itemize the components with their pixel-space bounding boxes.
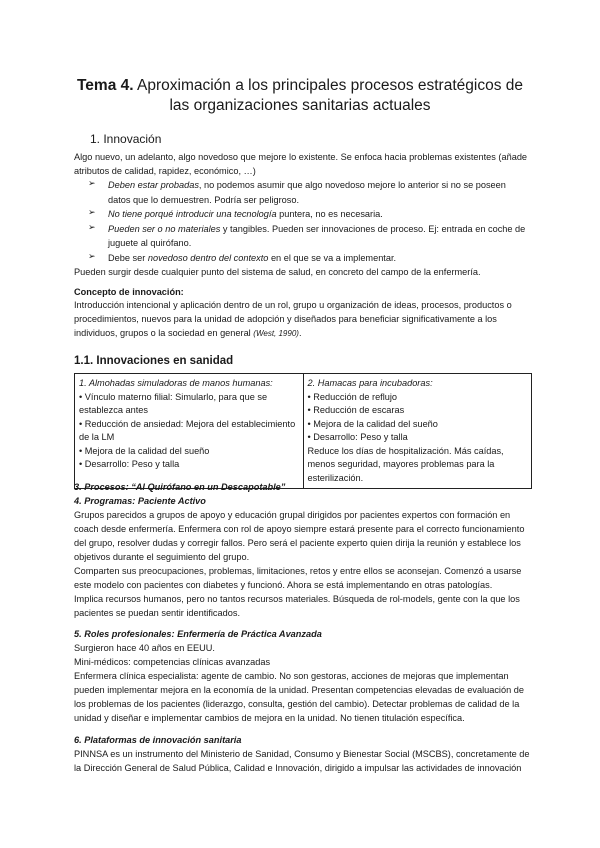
cell-item: Reduce los días de hospitalización. Más caídas, menos seguridad, mayores problemas para la esterilización.	[307, 445, 504, 483]
paragraph-line: Grupos parecidos a grupos de apoyo y educación grupal dirigidos por pacientes expertos con formación en	[74, 510, 511, 520]
concept-heading: Concepto de innovación:	[74, 287, 184, 297]
table-cell-left	[75, 374, 304, 489]
cell-item: • Desarrollo: Peso y talla	[307, 432, 408, 442]
cell-title: 2. Hamacas para incubadoras:	[307, 378, 433, 388]
paragraph-line: los problemas de los pacientes (liderazgo, consulta, gestión del cambio). Detectar problemas de calidad de la	[74, 699, 520, 709]
programs-heading: 4. Programas: Paciente Activo	[74, 496, 206, 506]
list-item: ➢ Debe ser novedoso dentro del contexto en el que se va a implementar.	[88, 250, 397, 263]
section-heading-innovaciones-sanidad: 1.1. Innovaciones en sanidad	[74, 355, 234, 367]
section-heading-innovacion: 1. Innovación	[90, 132, 162, 146]
list-item: ➢ Pueden ser o no materiales y tangibles. Pueden ser innovaciones de proceso. Ej: entrada en coche de juguete al quirófano.	[88, 221, 526, 248]
cell-item: • Desarrollo: Peso y talla	[79, 459, 180, 469]
arrow-bullet-icon: ➢	[88, 250, 96, 261]
arrow-bullet-icon: ➢	[88, 178, 96, 188]
cell-item: • Reducción de escaras	[307, 405, 405, 415]
cell-item: • Vínculo materno filial: Simularlo, para que se establezca antes	[79, 391, 268, 415]
paragraph-line: Mini-médicos: competencias clínicas avanzadas	[74, 657, 271, 667]
document-title	[60, 76, 540, 116]
citation: (West, 1990)	[253, 329, 299, 338]
cell-item: • Mejora de la calidad del sueño	[307, 418, 438, 429]
arrow-bullet-icon: ➢	[88, 221, 96, 232]
intro-line-1: Algo nuevo, un adelanto, algo novedoso que mejore lo existente. Se enfoca hacia problemas existentes (añade	[74, 152, 528, 162]
arrow-bullet-icon: ➢	[88, 207, 96, 217]
title-prefix: Tema 4.	[76, 77, 134, 94]
processes-heading: 3. Procesos: “Al Quirófano en un Descapotable”	[74, 482, 286, 492]
paragraph-line: PINNSA es un instrumento del Ministerio de Sanidad, Consumo y Bienestar Social (MSCBS), concretamente de	[74, 749, 530, 759]
paragraph-line: pueden implementar mejora en la economía de la unidad. Presentan competencias elevadas de evaluación de	[74, 685, 524, 695]
cell-item: • Mejora de la calidad del sueño	[79, 445, 210, 456]
paragraph-line: pacientes se puedan sentir identificados.	[74, 608, 240, 618]
bullet-list	[88, 178, 538, 265]
title-line2: las organizaciones sanitarias actuales	[169, 97, 431, 114]
cell-item: • Reducción de reflujo	[307, 391, 398, 402]
paragraph-line: coach desde enfermería. Enfermera con rol de apoyo siempre estará presente para el correcto funcionamiento	[74, 524, 525, 534]
paragraph-line: Surgieron hace 40 años en EEUU.	[74, 643, 215, 653]
platforms-heading: 6. Plataformas de innovación sanitaria	[74, 735, 242, 745]
table-cell-right	[303, 374, 532, 489]
concept-line-1: Introducción intencional y aplicación dentro de un rol, grupo u organización de ideas, procesos, productos o	[74, 300, 512, 310]
paragraph-line: objetivos durante el seguimiento del grupo.	[74, 552, 250, 562]
paragraph-line: Enfermera clínica especialista: agente de cambio. No son gestoras, acciones de mejoras que implementan	[74, 671, 509, 681]
roles-heading: 5. Roles profesionales: Enfermería de Práctica Avanzada	[74, 629, 322, 639]
paragraph-line: la Dirección General de Salud Pública, Calidad e Innovación, dirigido a impulsar las actividades de innovación	[74, 763, 522, 773]
title-line1: Aproximación a los principales procesos estratégicos de	[137, 77, 523, 94]
list-item: ➢ Deben estar probadas, no podemos asumir que algo novedoso mejore lo anterior si no se poseen datos que lo demuestren. Podría ser peligroso.	[88, 178, 506, 205]
cell-item: • Reducción de ansiedad: Mejora del establecimiento de la LM	[79, 418, 296, 442]
paragraph-line: Implica recursos humanos, pero no tantos recursos materiales. Búsqueda de rol-models, gente con la que los	[74, 594, 520, 604]
paragraph-line: este modelo con pacientes con diabetes y funcionó. Ahora se está implementando en otras patologías.	[74, 580, 493, 590]
innovations-table	[74, 373, 532, 489]
concept-line-3: individuos, grupos o la sociedad en general (West, 1990).	[74, 328, 302, 338]
intro-line-2: atributos de calidad, rapidez, económico, …)	[74, 166, 256, 176]
section1-closing: Pueden surgir desde cualquier punto del sistema de salud, en concreto del campo de la enfermería.	[74, 267, 481, 277]
paragraph-line: Comparten sus preocupaciones, problemas, limitaciones, retos y entre ellos se aconsejan. Comenzó a usarse	[74, 566, 522, 576]
list-item: ➢ No tiene porqué introducir una tecnología puntera, no es necesaria.	[88, 207, 383, 219]
paragraph-line: unidad y diseñar e implementar cambios de mejora en la unidad. No tienen titulación específica.	[74, 713, 465, 723]
cell-title: 1. Almohadas simuladoras de manos humanas:	[79, 378, 273, 388]
concept-line-2: procedimientos, nuevos para la unidad de adopción y diseñados para beneficiar significativamente a los	[74, 314, 497, 324]
paragraph-line: del grupo, resolver dudas y corregir fallos. Pero será el paciente experto quien dirija la reunión y establece los	[74, 538, 521, 548]
